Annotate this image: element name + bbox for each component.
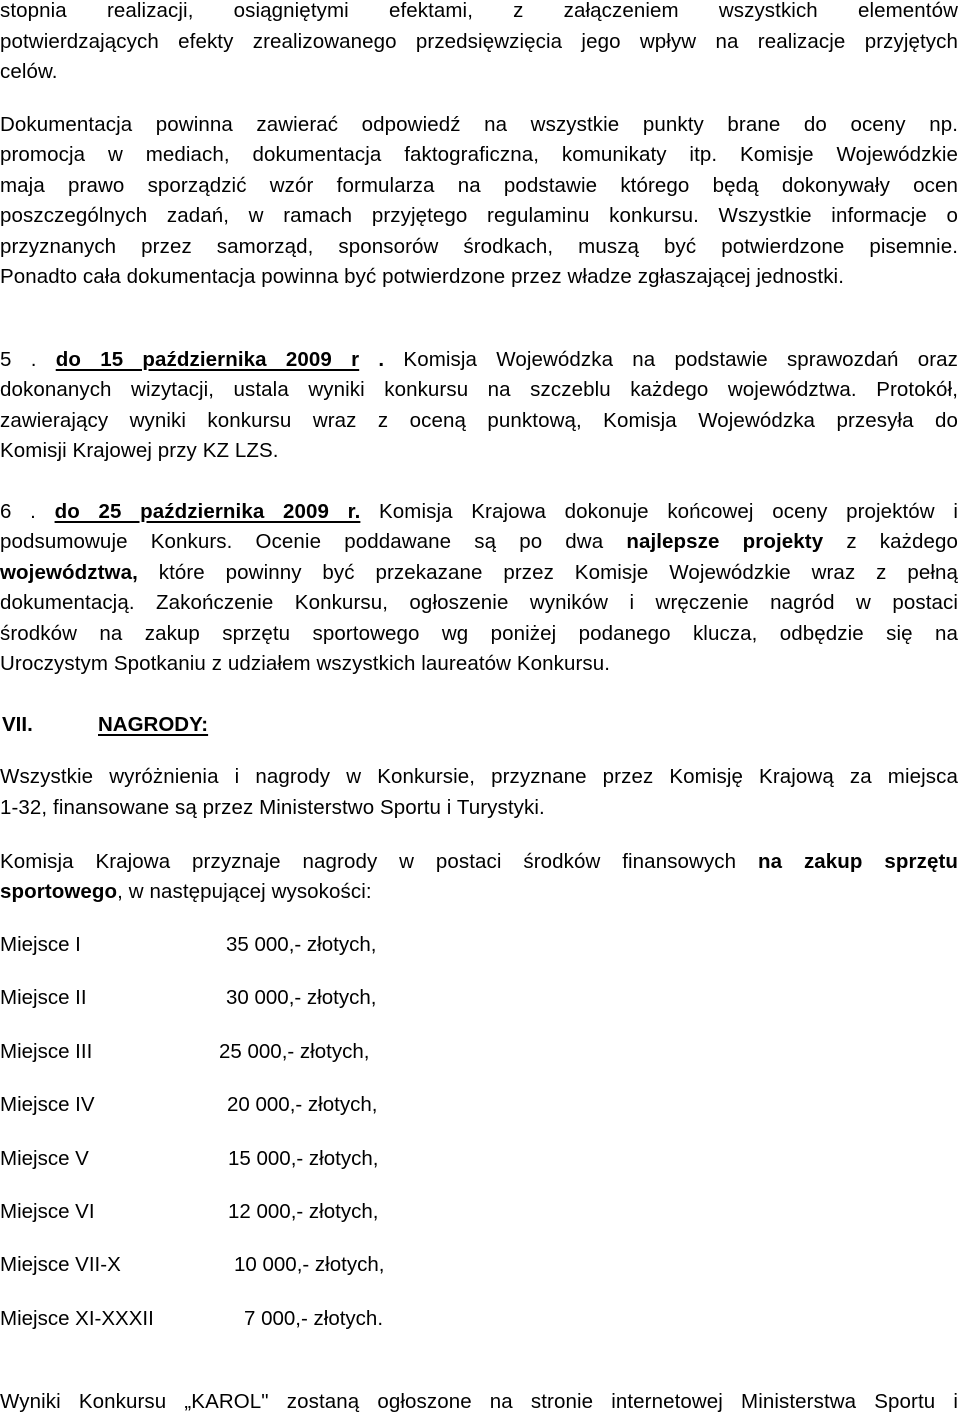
paragraph-line: dokumentacją. Zakończenie Konkursu, ogłoszenie wyników i wręczenie nagród w postaci: [0, 591, 958, 614]
paragraph-line: zawierający wyniki konkursu wraz z oceną punktową, Komisja Wojewódzka przesyła do: [0, 409, 958, 432]
bold-run: na zakup sprzętu: [758, 850, 958, 873]
item-date: do 25 października 2009 r.: [54, 500, 361, 523]
paragraph-line: maja prawo sporządzić wzór formularza na podstawie którego będą dokonywały ocen: [0, 174, 958, 197]
prize-place: Miejsce XI-XXXII: [0, 1307, 154, 1330]
paragraph-line: 1-32, finansowane są przez Ministerstwo Sportu i Turystyki.: [0, 796, 545, 819]
item-dot: .: [359, 348, 404, 371]
prize-place: Miejsce VI: [0, 1200, 95, 1223]
prize-amount: 10 000,- złotych,: [234, 1253, 385, 1276]
item-date: do 15 października 2009 r: [55, 348, 360, 371]
prize-amount: 7 000,- złotych.: [244, 1307, 384, 1330]
item-number: 5 .: [0, 348, 37, 371]
prize-amount: 20 000,- złotych,: [227, 1093, 378, 1116]
prize-amount: 12 000,- złotych,: [228, 1200, 379, 1223]
paragraph-line: promocja w mediach, dokumentacja faktograficzna, komunikaty itp. Komisje Wojewódzkie: [0, 143, 958, 166]
text-run: z każdego: [846, 530, 958, 553]
item-6-line: [0, 499, 958, 525]
paragraph-line: Ponadto cała dokumentacja powinna być potwierdzone przez władze zgłaszającej jednostki.: [0, 265, 844, 288]
bold-run: sportowego: [0, 880, 118, 903]
paragraph-line: Wszystkie wyróżnienia i nagrody w Konkursie, przyznane przez Komisję Krajową za miejsca: [0, 765, 958, 788]
paragraph-line: [0, 529, 958, 555]
prize-amount: 30 000,- złotych,: [226, 986, 377, 1009]
paragraph-line: celów.: [0, 60, 58, 83]
prize-place: Miejsce IV: [0, 1093, 95, 1116]
item-number: 6 .: [0, 500, 36, 523]
bold-run: najlepsze projekty: [626, 530, 824, 553]
prize-place: Miejsce I: [0, 933, 81, 956]
prize-place: Miejsce VII-X: [0, 1253, 121, 1276]
bold-run: województwa,: [0, 561, 138, 584]
prize-place: Miejsce V: [0, 1147, 89, 1170]
paragraph-line: poszczególnych zadań, w ramach przyjętego regulaminu konkursu. Wszystkie informacje o: [0, 204, 958, 227]
paragraph-line: dokonanych wizytacji, ustala wyniki konkursu na szczeblu każdego województwa. Protokół,: [0, 378, 958, 401]
text-run: podsumowuje Konkurs. Ocenie poddawane są po dwa: [0, 530, 604, 553]
item-text: Komisja Wojewódzka na podstawie sprawozdań oraz: [403, 348, 958, 371]
paragraph-line: Komisji Krajowej przy KZ LZS.: [0, 439, 279, 462]
item-text: Komisja Krajowa dokonuje końcowej oceny projektów i: [379, 500, 958, 523]
prize-place: Miejsce III: [0, 1040, 93, 1063]
text-run: , w następującej wysokości:: [117, 880, 372, 903]
text-run: które powinny być przekazane przez Komisje Wojewódzkie wraz z pełną: [158, 561, 959, 584]
paragraph-line: stopnia realizacji, osiągniętymi efektami, z załączeniem wszystkich elementów: [0, 0, 958, 22]
paragraph-line: [0, 849, 958, 875]
paragraph-line: Uroczystym Spotkaniu z udziałem wszystkich laureatów Konkursu.: [0, 652, 611, 675]
section-number: VII.: [2, 713, 33, 736]
prize-amount: 15 000,- złotych,: [228, 1147, 379, 1170]
paragraph-line: [0, 879, 958, 905]
paragraph-line: potwierdzających efekty zrealizowanego przedsięwzięcia jego wpływ na realizacje przyjętych: [0, 30, 958, 53]
paragraph-line: Dokumentacja powinna zawierać odpowiedź na wszystkie punkty brane do oceny np.: [0, 113, 958, 136]
section-title: NAGRODY:: [98, 713, 209, 736]
text-run: Komisja Krajowa przyznaje nagrody w postaci środków finansowych: [0, 850, 737, 873]
prize-amount: 25 000,- złotych,: [219, 1040, 370, 1063]
prize-place: Miejsce II: [0, 986, 87, 1009]
item-5-line: [0, 347, 958, 373]
paragraph-line: Wyniki Konkursu „KAROL" zostaną ogłoszone na stronie internetowej Ministerstwa Sportu i: [0, 1390, 958, 1413]
paragraph-line: [0, 560, 958, 586]
paragraph-line: środków na zakup sprzętu sportowego wg poniżej podanego klucza, odbędzie się na: [0, 622, 958, 645]
prize-amount: 35 000,- złotych,: [226, 933, 377, 956]
paragraph-line: przyznanych przez samorząd, sponsorów środkach, muszą być potwierdzone pisemnie.: [0, 235, 958, 258]
